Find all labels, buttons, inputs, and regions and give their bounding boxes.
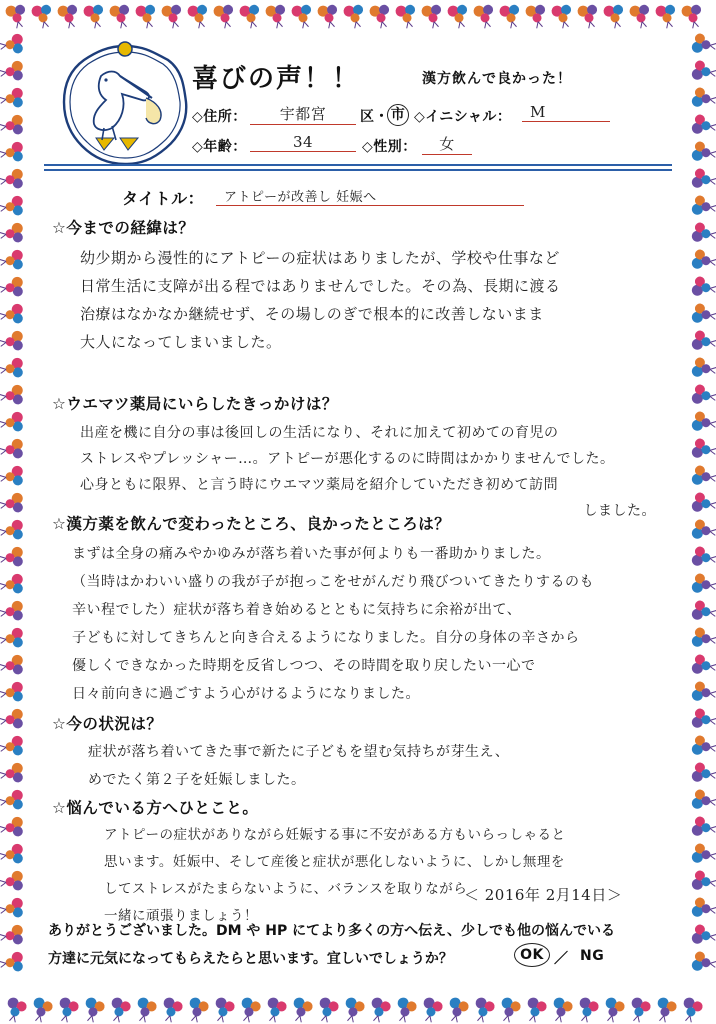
balloon-icon [691, 141, 716, 164]
balloon-icon [29, 996, 54, 1024]
question-status: ☆今の状況は？ [52, 715, 163, 733]
balloon-icon [691, 708, 716, 731]
balloon-icon [0, 843, 25, 866]
balloon-icon [420, 2, 445, 30]
answer-line: 幼少期から漫性的にアトピーの症状はありましたが、学校や仕事など [80, 249, 560, 267]
balloon-icon [0, 33, 25, 56]
answer-line: 症状が落ち着いてきた事で新たに子どもを望む気持ちが芽生え、 [88, 744, 510, 760]
answer-line: めでたく第２子を妊娠しました。 [88, 772, 306, 788]
balloon-icon [316, 2, 341, 30]
balloon-icon [550, 2, 575, 30]
question-changes: ☆漢方薬を飲んで変わったところ、良かったところは？ [52, 515, 451, 533]
initial-label: ◇イニシャル： [414, 109, 512, 125]
balloon-icon [0, 60, 25, 83]
balloon-icon [691, 465, 716, 488]
balloon-icon [341, 996, 366, 1024]
balloon-icon [0, 870, 25, 893]
balloon-icon [368, 2, 393, 30]
answer-line: 辛い程でした）症状が落ち着き始めるとともに気持ちに余裕が出て、 [72, 602, 522, 618]
balloon-icon [0, 816, 25, 839]
balloon-icon [691, 33, 716, 56]
balloon-icon [0, 330, 25, 353]
page-subtitle: 漢方飲んで良かった！ [422, 71, 572, 87]
balloon-icon [497, 996, 522, 1024]
balloon-icon [212, 2, 237, 30]
balloon-icon [628, 2, 653, 30]
sex-value: 女 [422, 133, 472, 155]
balloon-icon [691, 87, 716, 110]
answer-line: 日常生活に支障が出る程ではありませんでした。その為、長期に渡る [80, 277, 561, 295]
balloon-icon [0, 600, 25, 623]
answer-line: 思います。妊娠中、そして産後と症状が悪化しないように、しかし無理を [104, 854, 565, 870]
balloon-icon [0, 762, 25, 785]
sex-label: ◇性別： [362, 139, 417, 155]
balloon-icon [601, 996, 626, 1024]
balloon-icon [55, 996, 80, 1024]
balloon-icon [0, 114, 25, 137]
balloon-icon [0, 168, 25, 191]
balloon-icon [691, 681, 716, 704]
balloon-icon [0, 735, 25, 758]
answer-line: アトピーの症状がありながら妊娠する事に不安がある方もいらっしゃると [104, 827, 566, 843]
balloon-icon [0, 249, 25, 272]
balloon-icon [471, 996, 496, 1024]
title-value: アトピーが改善し 妊娠へ [216, 186, 524, 206]
balloon-icon [263, 996, 288, 1024]
answer-line: 優しくできなかった時期を反省しつつ、その時間を取り戻したい一心で [72, 658, 536, 674]
answer-line: しました。 [583, 503, 656, 519]
testimonial-sheet [44, 40, 672, 984]
address-value: 宇都宮 [250, 103, 356, 125]
balloon-icon [680, 2, 705, 30]
answer-line: 出産を機に自分の事は後回しの生活になり、それに加えて初めての育児の [80, 425, 559, 441]
balloon-icon [160, 2, 185, 30]
balloon-icon [691, 870, 716, 893]
balloon-icon [472, 2, 497, 30]
header-divider [44, 164, 672, 166]
answer-line: 子どもに対してきちんと向き合えるようになりました。自分の身体の辛さから [72, 630, 580, 646]
balloon-icon [691, 546, 716, 569]
balloon-icon [0, 87, 25, 110]
question-trigger: ☆ウエマツ薬局にいらしたきっかけは？ [52, 395, 338, 413]
balloon-icon [654, 2, 679, 30]
ku-label: 区・ [360, 109, 389, 125]
balloon-icon [0, 897, 25, 920]
balloon-icon [523, 996, 548, 1024]
ok-option[interactable]: OK [514, 943, 550, 967]
balloon-icon [290, 2, 315, 30]
balloon-icon [446, 2, 471, 30]
answer-line: 日々前向きに過ごすよう心がけるようになりました。 [72, 686, 420, 702]
initial-value: M [522, 103, 610, 122]
consent-text-1: ありがとうございました。DM や HP にてより多くの方へ伝え、少しでも他の悩んでいる [48, 923, 615, 939]
balloon-icon [0, 276, 25, 299]
balloon-icon [0, 681, 25, 704]
balloon-icon [393, 996, 418, 1024]
answer-line: 心身ともに限界、と言う時にウエマツ薬局を紹介していただき初めて訪問 [80, 477, 559, 493]
balloon-icon [691, 600, 716, 623]
balloon-icon [691, 384, 716, 407]
balloon-icon [81, 996, 106, 1024]
balloon-icon [691, 330, 716, 353]
balloon-icon [0, 141, 25, 164]
balloon-icon [627, 996, 652, 1024]
title-label: タイトル： [122, 189, 205, 208]
balloon-icon [445, 996, 470, 1024]
balloon-icon [0, 573, 25, 596]
balloon-icon [159, 996, 184, 1024]
balloon-icon [691, 843, 716, 866]
balloon-icon [211, 996, 236, 1024]
balloon-icon [691, 276, 716, 299]
answer-history [80, 244, 670, 356]
header-divider-2 [44, 169, 672, 171]
balloon-icon [691, 195, 716, 218]
answer-line: してストレスがたまらないように、バランスを取りながら [104, 881, 468, 897]
balloon-icon [691, 492, 716, 515]
answer-status [88, 738, 668, 794]
balloon-icon [237, 996, 262, 1024]
balloon-icon [691, 573, 716, 596]
balloon-icon [0, 465, 25, 488]
answer-line: （当時はかわいい盛りの我が子が抱っこをせがんだり飛びついてきたりするのも [72, 574, 594, 590]
balloon-icon [691, 168, 716, 191]
balloon-icon [576, 2, 601, 30]
balloon-icon [691, 519, 716, 542]
balloon-icon [0, 195, 25, 218]
consent-text-2: 方達に元気になってもらえたらと思います。宜しいでしょうか？ [48, 951, 453, 967]
balloon-icon [691, 789, 716, 812]
balloon-icon [602, 2, 627, 30]
balloon-icon [653, 996, 678, 1024]
address-label: ◇住所： [192, 109, 247, 125]
page-title: 喜びの声！！ [192, 64, 361, 94]
balloon-icon [498, 2, 523, 30]
answer-line: ストレスやプレッシャー…。アトピーが悪化するのに時間はかかりませんでした。 [80, 451, 615, 467]
balloon-icon [0, 222, 25, 245]
balloon-icon [0, 357, 25, 380]
balloon-icon [82, 2, 107, 30]
question-message: ☆悩んでいる方へひとこと。 [52, 799, 259, 817]
balloon-icon [691, 951, 716, 974]
balloon-icon [691, 762, 716, 785]
balloon-icon [0, 411, 25, 434]
answer-line: 大人になってしまいました。 [80, 333, 282, 351]
balloon-icon [4, 2, 29, 30]
balloon-icon [691, 627, 716, 650]
answer-changes [72, 540, 672, 708]
balloon-icon [691, 411, 716, 434]
balloon-icon [0, 708, 25, 731]
balloon-icon [0, 492, 25, 515]
option-separator: ／ [554, 951, 569, 967]
balloon-icon [691, 222, 716, 245]
balloon-icon [108, 2, 133, 30]
balloon-icon [691, 816, 716, 839]
balloon-icon [691, 303, 716, 326]
balloon-icon [691, 654, 716, 677]
balloon-icon [289, 996, 314, 1024]
balloon-icon [0, 546, 25, 569]
balloon-icon [691, 114, 716, 137]
answer-trigger [80, 420, 670, 524]
balloon-icon [134, 2, 159, 30]
balloon-icon [30, 2, 55, 30]
date-text: ＜ 2016年 2月14日＞ [464, 886, 623, 904]
balloon-icon [691, 438, 716, 461]
stork-logo-icon [56, 40, 194, 168]
balloon-icon [691, 924, 716, 947]
balloon-icon [394, 2, 419, 30]
balloon-icon [133, 996, 158, 1024]
balloon-icon [549, 996, 574, 1024]
balloon-icon [367, 996, 392, 1024]
balloon-icon [691, 249, 716, 272]
balloon-icon [691, 735, 716, 758]
answer-line: 治療はなかなか継続せず、その場しのぎで根本的に改善しないまま [80, 305, 544, 323]
balloon-icon [419, 996, 444, 1024]
balloon-icon [0, 951, 25, 974]
balloon-icon [524, 2, 549, 30]
balloon-icon [0, 519, 25, 542]
balloon-icon [315, 996, 340, 1024]
balloon-icon [0, 789, 25, 812]
shi-label: 市 [387, 104, 409, 126]
answer-line: まずは全身の痛みやかゆみが落ち着いた事が何よりも一番助かりました。 [72, 546, 551, 562]
answer-line: 一緒に頑張りましょう！ [104, 908, 258, 924]
age-value: 34 [250, 133, 356, 152]
balloon-icon [0, 303, 25, 326]
balloon-icon [0, 384, 25, 407]
ng-option[interactable]: NG [580, 948, 605, 964]
balloon-icon [342, 2, 367, 30]
balloon-icon [186, 2, 211, 30]
balloon-icon [691, 357, 716, 380]
age-label: ◇年齢： [192, 139, 247, 155]
balloon-icon [185, 996, 210, 1024]
balloon-icon [691, 897, 716, 920]
balloon-icon [107, 996, 132, 1024]
balloon-icon [238, 2, 263, 30]
question-history: ☆今までの経緯は？ [52, 219, 195, 237]
balloon-icon [264, 2, 289, 30]
balloon-icon [0, 654, 25, 677]
answer-message [104, 822, 670, 930]
balloon-icon [691, 60, 716, 83]
balloon-icon [575, 996, 600, 1024]
balloon-icon [0, 627, 25, 650]
balloon-icon [0, 438, 25, 461]
balloon-icon [3, 996, 28, 1024]
balloon-icon [0, 924, 25, 947]
balloon-icon [679, 996, 704, 1024]
balloon-icon [56, 2, 81, 30]
